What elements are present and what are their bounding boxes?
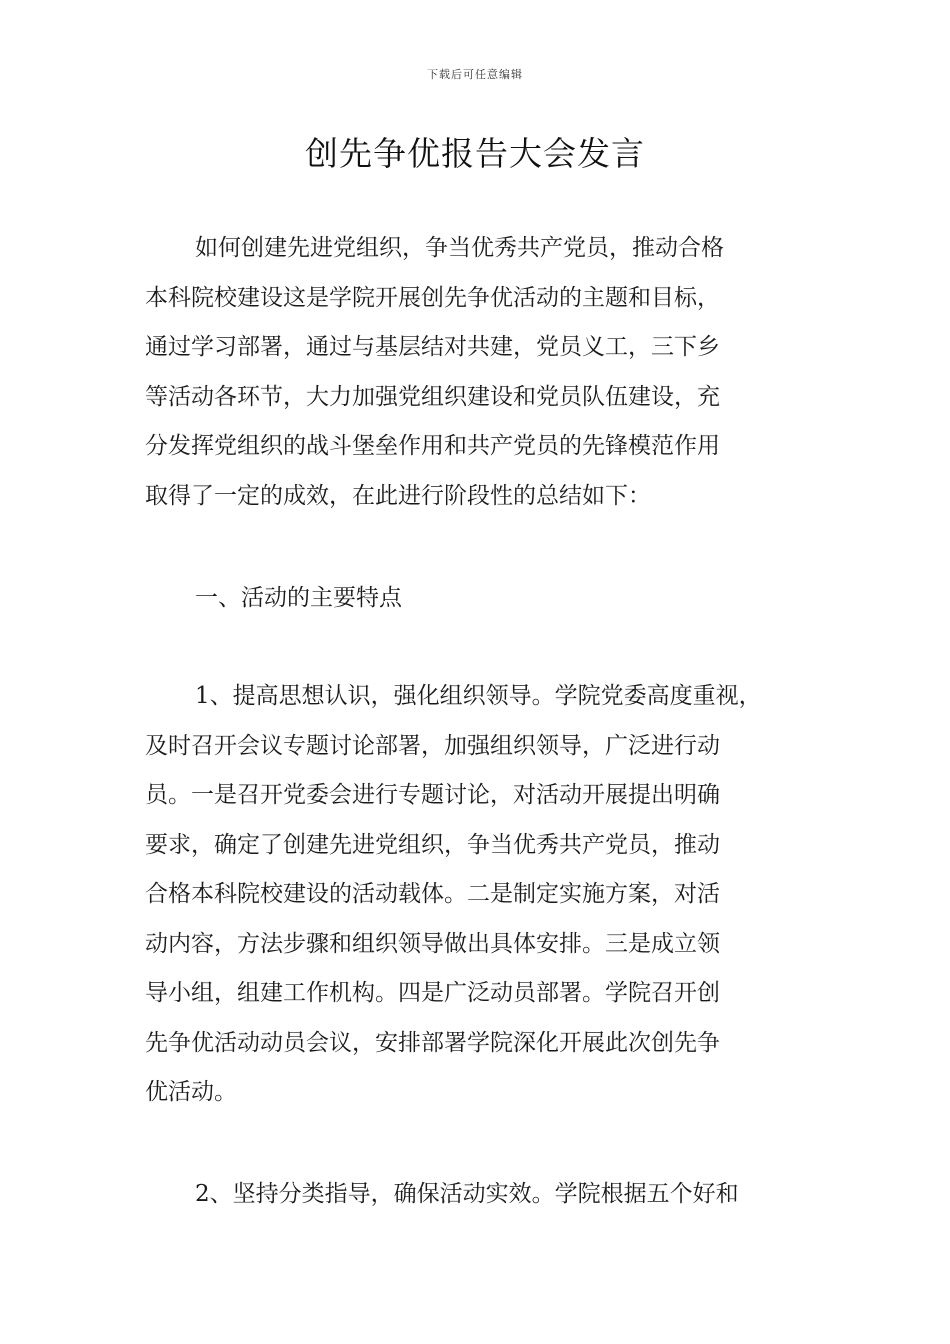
text-line: 合格本科院校建设的活动载体。二是制定实施方案，对活 [145,881,720,907]
text-line: 如何创建先进党组织，争当优秀共产党员，推动合格 [195,235,724,261]
document-title: 创先争优报告大会发言 [305,134,645,173]
text-line: 通过学习部署，通过与基层结对共建，党员义工，三下乡 [145,334,720,360]
header-note: 下载后可任意编辑 [427,68,523,81]
section-heading [145,574,810,624]
text-line: 优活动。 [145,1079,237,1105]
text-line: 员。一是召开党委会进行专题讨论，对活动开展提出明确 [145,782,720,808]
point-1-paragraph [145,672,810,1118]
text-line: 动内容，方法步骤和组织领导做出具体安排。三是成立领 [145,930,720,957]
text-line: 要求，确定了创建先进党组织，争当优秀共产党员，推动 [145,831,720,858]
text-line: 本科院校建设这是学院开展创先争优活动的主题和目标， [145,284,720,311]
text-line: 分发挥党组织的战斗堡垒作用和共产党员的先锋模范作用 [145,433,720,459]
intro-paragraph [145,224,810,521]
text-line: 等活动各环节，大力加强党组织建设和党员队伍建设，充 [145,383,720,410]
text-line: 先争优活动动员会议，安排部署学院深化开展此次创先争 [145,1029,720,1056]
text-line: 取得了一定的成效，在此进行阶段性的总结如下： [145,482,651,509]
text-line: 1、提高思想认识，强化组织领导。学院党委高度重视， [195,683,762,709]
text-line: 及时召开会议专题讨论部署，加强组织领导，广泛进行动 [145,732,720,759]
text-line: 2、坚持分类指导，确保活动实效。学院根据五个好和 [195,1181,739,1207]
text-line: 导小组，组建工作机构。四是广泛动员部署。学院召开创 [145,980,720,1006]
section-heading-text: 一、活动的主要特点 [195,585,402,611]
point-2-paragraph [145,1170,810,1220]
